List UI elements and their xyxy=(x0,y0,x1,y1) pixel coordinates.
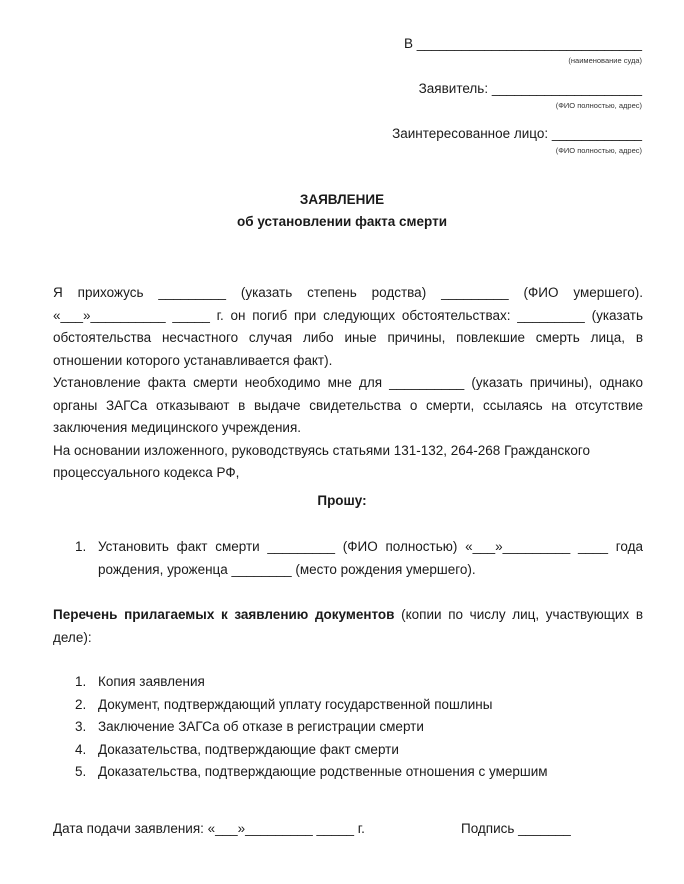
document-item xyxy=(75,739,643,762)
interested-party-line: Заинтересованное лицо: ____________ xyxy=(392,126,642,141)
document-item-number: 4. xyxy=(75,741,87,757)
statement-paragraph-3: На основании изложенного, руководствуясь статьями 131-132, 264-268 Гражданского процессуального кодекса РФ, xyxy=(53,442,590,480)
documents-list xyxy=(75,671,643,784)
filing-date-line: Дата подачи заявления: «___»_________ _____ г. xyxy=(53,821,365,836)
request-heading: Прошу: xyxy=(317,493,367,508)
document-item-text: Копия заявления xyxy=(98,674,205,689)
document-item-text: Заключение ЗАГСа об отказе в регистрации смерти xyxy=(98,719,424,734)
document-item xyxy=(75,694,643,717)
document-item-number: 2. xyxy=(75,696,87,712)
statement-body xyxy=(53,282,643,485)
request-item-number: 1. xyxy=(75,539,87,554)
document-item xyxy=(75,761,643,784)
documents-heading-bold: Перечень прилагаемых к заявлению документов xyxy=(53,607,395,622)
request-list xyxy=(75,536,643,581)
statement-paragraph-1: Я прихожусь _________ (указать степень родства) _________ (ФИО умершего). «___»__________ _____ г. он погиб при следующих обстоятельствах: _________ (указать обстоятельства несчастного случая либо иные причины, повлекшие смерть лица, в отношении которого устанавливается факт). xyxy=(53,285,643,368)
document-item-text: Доказательства, подтверждающие факт смерти xyxy=(98,741,399,757)
request-item xyxy=(75,536,643,581)
document-item xyxy=(75,716,643,739)
documents-heading-rest: (копии по числу лиц, участвующих в деле): xyxy=(53,607,643,645)
signature-line: Подпись _______ xyxy=(461,821,571,836)
document-item-number: 5. xyxy=(75,764,87,779)
document-title: ЗАЯВЛЕНИЕ xyxy=(299,192,385,207)
document-item-text: Документ, подтверждающий уплату государственной пошлины xyxy=(98,696,493,712)
interested-party-hint: (ФИО полностью, адрес) xyxy=(555,146,642,155)
applicant-line: Заявитель: ____________________ xyxy=(418,81,642,96)
court-hint: (наименование суда) xyxy=(568,56,642,65)
applicant-hint: (ФИО полностью, адрес) xyxy=(555,101,642,110)
document-item-text: Доказательства, подтверждающие родственные отношения с умершим xyxy=(98,764,548,779)
document-subtitle: об установлении факта смерти xyxy=(237,214,447,229)
document-item-number: 3. xyxy=(75,719,87,734)
document-item-number: 1. xyxy=(75,674,87,689)
document-item xyxy=(75,671,643,694)
statement-paragraph-2: Установление факта смерти необходимо мне для __________ (указать причины), однако органы ЗАГСа отказывают в выдаче свидетельства о смерти, ссылаясь на отсутствие заключения медицинского учреждения. xyxy=(53,375,643,435)
documents-heading xyxy=(53,604,643,649)
request-item-text: Установить факт смерти _________ (ФИО полностью) «___»_________ ____ года рождения, уроженца ________ (место рождения умершего). xyxy=(98,539,643,577)
court-line: В ______________________________ xyxy=(404,36,642,51)
